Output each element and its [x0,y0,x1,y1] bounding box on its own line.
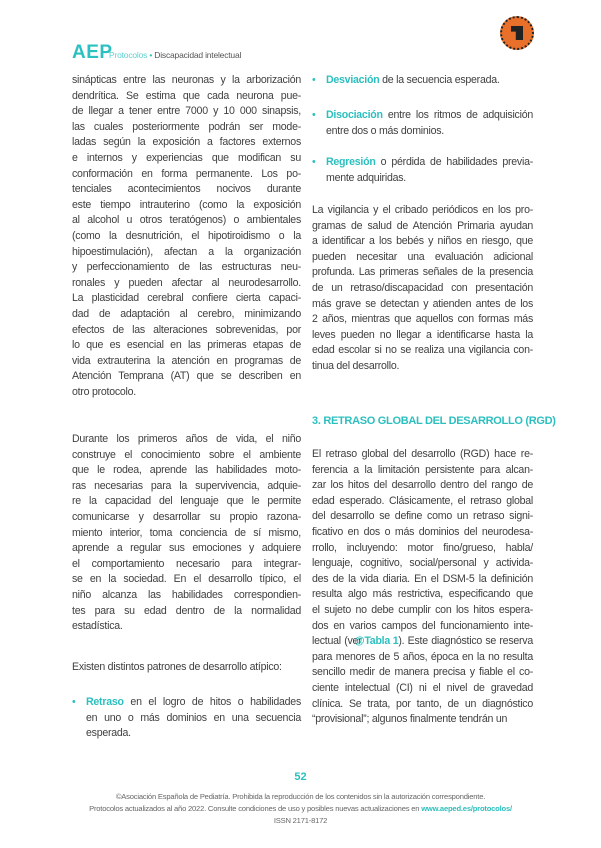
paragraph [312,447,533,728]
text-line: vida extrauterina la atención en programas de [72,354,301,367]
text-line: zar los hitos del desarrollo dentro del rango de [312,479,533,492]
footer-link[interactable]: www.aeped.es/protocolos/ [421,804,512,813]
text-line [86,695,301,711]
text-line: re la capacidad del lenguaje que le permite [72,495,301,508]
breadcrumb-separator: • [149,50,153,60]
section-heading: 3. RETRASO GLOBAL DEL DESARROLLO (RGD) [312,415,556,427]
text-line [326,155,533,171]
text-line: a identificar a los bebés y niños en riesgo, que [312,235,533,248]
bullet-term: Desviación [326,74,380,86]
bullet-icon: • [312,109,316,121]
text-segment: ). Este diagnóstico se reserva [398,635,533,648]
text-line: sinápticas entre las neuronas y la arborización [72,74,301,86]
text-line: lenguaje, cognitivo, social/personal y activida- [312,557,533,570]
bullet-icon: • [312,74,316,86]
text-line: conformación en forma permanente. Los po- [72,167,301,180]
text-line: profunda. Las primeras señales de la presencia [312,266,533,279]
text-line: para menores de 5 años, época en la no resulta [312,650,533,663]
text-line: hipoestimulación), afectan a la organización [72,245,301,258]
text-segment: o pérdida de habilidades previa- [375,156,533,168]
text-line: tes para su edad dentro de la normalidad [72,604,301,617]
text-line: niño alcanza las habilidades correspondien- [72,588,301,601]
text-line: de llegar a tener entre 7000 y 10 000 sinapsis, [72,105,301,118]
text-line: de un retraso/discapacidad con presentación [312,281,533,294]
text-line: rrollo, incluyendo: motor fino/grueso, habla/ [312,541,533,554]
bullet-item [312,73,533,89]
text-line: al alcohol u otros teratógenos) o ambientales [72,214,301,227]
text-line: que le rodea, aprende las habilidades moto- [72,464,301,477]
text-line: del desarrollo se define como un retraso signi- [312,510,533,523]
breadcrumb [109,50,241,60]
bullet-icon: • [312,156,316,168]
text-line: (como la desnutrición, el hipotiroidismo o la [72,229,301,242]
text-line: sencillo medir de manera precisa y fiable el co- [312,666,533,679]
text-line: ras necesarias para la supervivencia, adquie- [72,479,301,492]
text-line: leves pueden no llegar a identificarse hasta la [312,328,533,341]
text-line: en uno o más dominios en una secuencia [86,711,301,724]
text-line: Atención Temprana (AT) que se describen en [72,370,301,383]
text-line: se en la sociedad. En el desarrollo típico, el [72,573,301,586]
text-segment: en el logro de hitos o habilidades [123,696,301,708]
text-line: más grave se detectan y atienden antes de los [312,297,533,310]
text-line: dos en varios campos del funcionamiento inte- [312,619,533,632]
text-line: La vigilancia y el cribado periódicos en los pro- [312,204,533,216]
text-line: construye el conocimiento sobre el ambiente [72,448,301,461]
text-line: comunicarse y desarrollar su propio razona- [72,510,301,523]
text-line: dad de adaptación al cerebro, minimizando [72,307,301,320]
text-line: efectos de las alteraciones sobrevenidas, por [72,323,301,336]
text-line: el sujeto no debe cumplir con los hitos espera- [312,603,533,616]
paragraph [312,203,533,375]
text-line: las cuales posteriormente podrán ser mode- [72,120,301,133]
text-line: edad escolar si no se realiza una vigilancia con- [312,344,533,357]
bullet-term: Disociación [326,109,383,121]
bullet-term: Retraso [86,696,124,708]
text-line: pueden necesitar una evaluación adicional [312,250,533,263]
text-line: dendrítica. Se estima que cada neurona pue- [72,89,301,102]
breadcrumb-topic: Discapacidad intelectual [154,50,242,60]
text-line: ronales y pueden afectar al neurodesarrollo. [72,276,301,289]
text-line: ficativo en dos o más dominios del neurodesa- [312,525,533,538]
text-line: Existen distintos patrones de desarrollo atípico: [72,661,282,673]
text-line: El retraso global del desarrollo (RGD) hace re- [312,448,533,460]
text-line: edad esperado. Clásicamente, el retraso global [312,494,533,507]
text-line: el comportamiento necesario para integrar- [72,557,301,570]
bullet-item [312,155,533,186]
text-line: este tiempo intrauterino (como la exposición [72,198,301,211]
text-line: esperada. [86,727,131,740]
bullet-item [72,695,301,742]
bullet-icon: • [72,696,76,708]
text-line: La plasticidad cerebral confiere cierta capaci- [72,292,301,305]
paragraph [72,660,301,676]
text-line: entre dos o más dominios. [326,124,444,137]
text-line: clínica. Se trata, por tanto, de un diagnóstico [312,697,533,710]
text-line: aprende a regular sus emociones y adquiere [72,542,301,555]
page-number: 52 [294,771,307,783]
text-line: tinua del desarrollo. [312,359,400,372]
text-line: lo que es esencial en las primeras etapas de [72,339,301,352]
aep-logo: AEP [72,42,113,63]
aep-seal-logo [500,16,534,50]
footer-copyright: ©Asociación Española de Pediatría. Prohibida la reproducción de los contenidos sin la autorización correspondiente. [115,792,486,801]
text-line: ladas según la exposición a factores externos [72,136,301,149]
text-segment: lectual (ver [312,635,365,648]
text-line: des de la vida diaria. En el DSM-5 la definición [312,572,533,585]
text-line [326,73,533,89]
paragraph [72,73,301,400]
text-line: ferencia a la limitación persistente para alcan- [312,463,533,476]
text-line: 2 años, mientras que aquellos con formas más [312,313,533,326]
text-line: tenciales acontecimientos nocivos durante [72,183,301,196]
text-line [326,108,533,124]
bullet-item [312,108,533,139]
breadcrumb-section: Protocolos [109,50,148,60]
table-link[interactable]: @Tabla 1 [354,635,399,648]
text-line: otro protocolo. [72,385,136,398]
text-line: “provisional”; algunos finalmente tendrán un [312,713,508,726]
text-line: gramas de salud de Atención Primaria ayudan [312,219,533,232]
text-line: miento interior, toma conciencia de sí mismo, [72,526,301,539]
footer-issn: ISSN 2171-8172 [273,816,328,825]
text-line: y perfeccionamiento de las estructuras neu- [72,261,301,274]
footer-update [0,804,601,813]
text-segment: de la secuencia esperada. [379,74,500,86]
text-line: resulta algo más restrictiva, especificando que [312,588,533,601]
text-line: ciente intelectual (CI) ni el nivel de gravedad [312,681,533,694]
text-line: estadística. [72,620,123,633]
text-segment: entre los ritmos de adquisición [382,109,533,121]
bullet-term: Regresión [326,156,376,168]
text-line: e internos y experiencias que modifican su [72,151,301,164]
paragraph [72,432,301,635]
text-line: Durante los primeros años de vida, el niño [72,433,301,445]
footer-update-text: Protocolos actualizados al año 2022. Consulte condiciones de uso y posibles nuevas actualizaciones en [89,804,422,813]
text-line [312,634,533,650]
text-line: mente adquiridas. [326,171,406,184]
